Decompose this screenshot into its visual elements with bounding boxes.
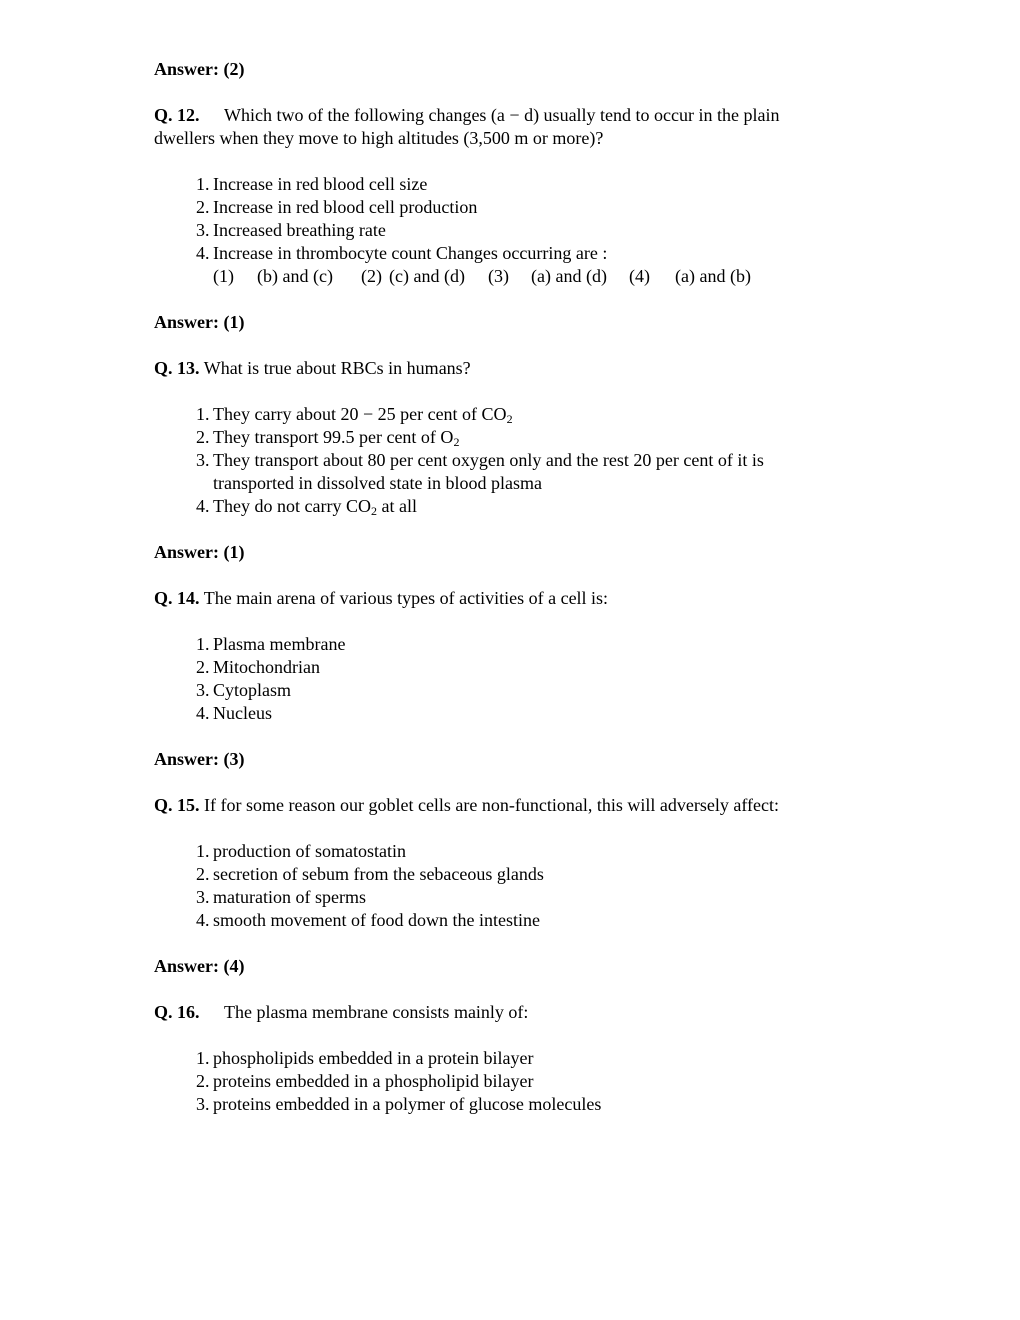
- list-item: 2. Increase in red blood cell production: [196, 197, 478, 217]
- question-number: Q. 14.: [154, 588, 200, 608]
- list-item: 3. maturation of sperms: [196, 887, 366, 907]
- list-item: 1. Plasma membrane: [196, 634, 346, 654]
- question-text: If for some reason our goblet cells are non-functional, this will adversely affect:: [204, 795, 779, 815]
- question-12-cont: dwellers when they move to high altitudes (3,500 m or more)?: [154, 128, 604, 148]
- question-14: [154, 587, 874, 610]
- answer-q15: Answer: (4): [154, 956, 245, 976]
- question-text: The plasma membrane consists mainly of:: [224, 1002, 529, 1022]
- question-15: [154, 794, 874, 817]
- question-number: Q. 12.: [154, 105, 200, 125]
- question-12: [154, 104, 874, 127]
- list-item: 1. phospholipids embedded in a protein bilayer: [196, 1048, 534, 1068]
- list-item: 4. smooth movement of food down the intestine: [196, 910, 540, 930]
- list-item: 3. They transport about 80 per cent oxygen only and the rest 20 per cent of it is: [196, 450, 764, 470]
- list-item: 4. Nucleus: [196, 703, 272, 723]
- question-number: Q. 16.: [154, 1002, 200, 1022]
- list-item: 1. They carry about 20 − 25 per cent of $CO_2$: [196, 404, 513, 426]
- list-item: 2. secretion of sebum from the sebaceous glands: [196, 864, 544, 884]
- list-item: 2. proteins embedded in a phospholipid bilayer: [196, 1071, 534, 1091]
- answer-q12: Answer: (1): [154, 312, 245, 332]
- list-item: 2. Mitochondrian: [196, 657, 320, 677]
- list-item: 3. Increased breathing rate: [196, 220, 386, 240]
- question-16: [154, 1001, 874, 1024]
- question-text: Which two of the following changes (a − d) usually tend to occur in the plain: [224, 105, 780, 125]
- list-item: 1. production of somatostatin: [196, 841, 406, 861]
- answer-q13: Answer: (1): [154, 542, 245, 562]
- list-item: 2. They transport 99.5 per cent of $O_2$: [196, 427, 460, 449]
- list-item: 3. Cytoplasm: [196, 680, 292, 700]
- document-page: [154, 58, 874, 1116]
- question-number: Q. 13.: [154, 358, 200, 378]
- list-item: 4. Increase in thrombocyte count Changes occurring are :: [196, 243, 608, 263]
- list-item: 4. They do not carry $CO_2$ at all: [196, 496, 417, 518]
- question-number: Q. 15.: [154, 795, 200, 815]
- answer-q11: Answer: (2): [154, 59, 245, 79]
- list-item: 3. proteins embedded in a polymer of glucose molecules: [196, 1094, 602, 1114]
- answer-choices: (1) (b) and (c) (2) (c) and (d) (3) (a) and (d) (4) (a) and (b): [213, 266, 751, 286]
- question-13: [154, 357, 874, 380]
- question-text: What is true about RBCs in humans?: [203, 358, 471, 378]
- answer-q14: Answer: (3): [154, 749, 245, 769]
- list-item: 1. Increase in red blood cell size: [196, 174, 428, 194]
- question-text: The main arena of various types of activities of a cell is:: [203, 588, 609, 608]
- list-item-cont: transported in dissolved state in blood plasma: [213, 473, 542, 493]
